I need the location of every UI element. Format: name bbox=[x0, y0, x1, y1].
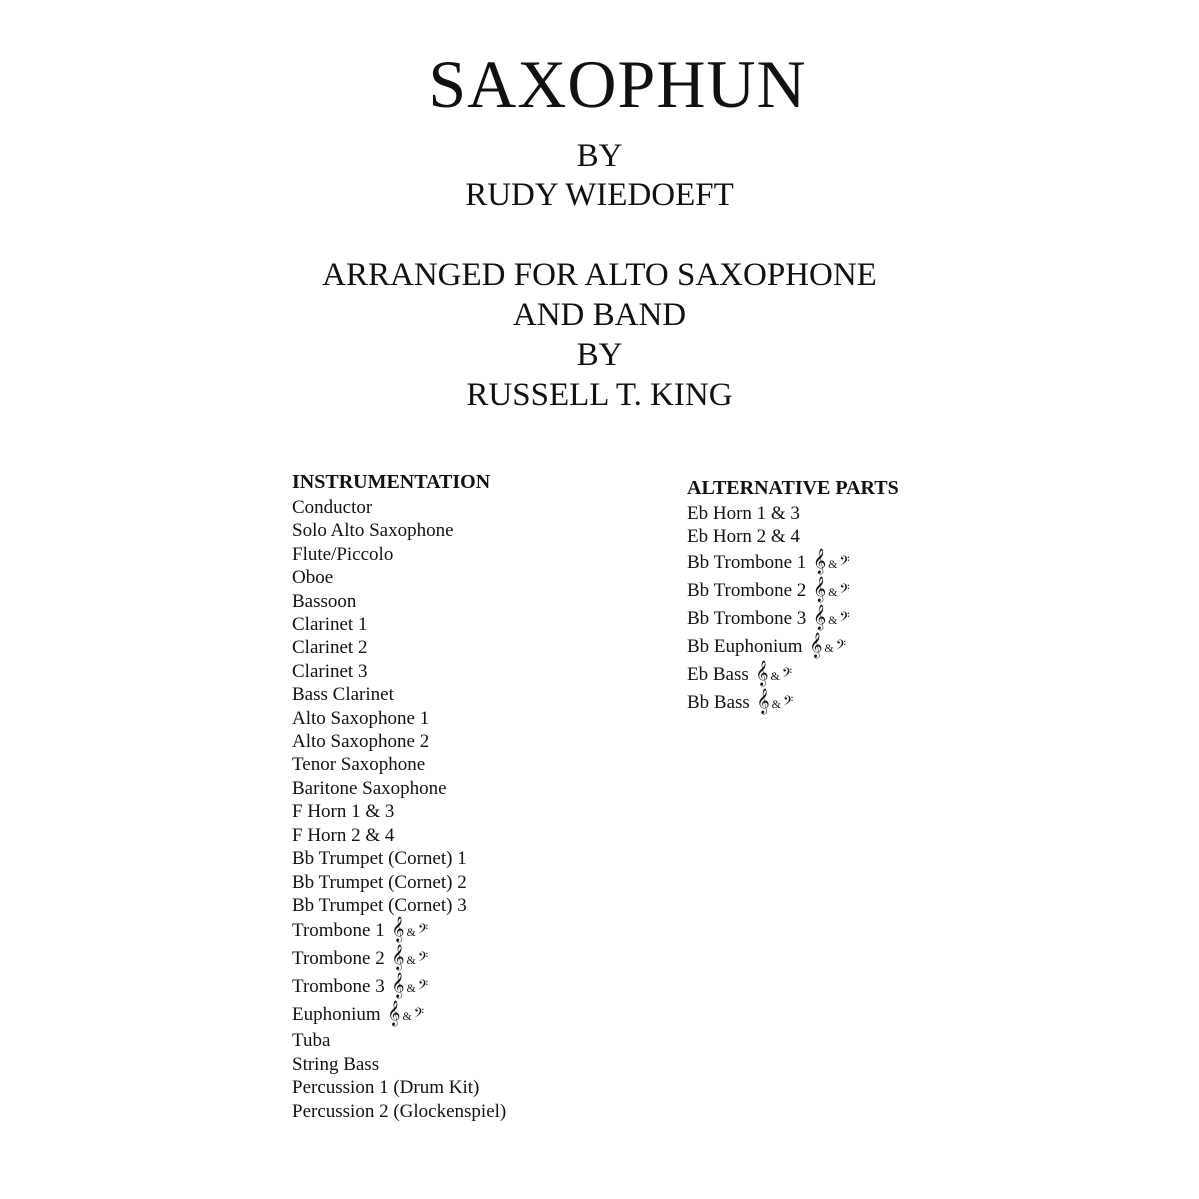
clef-symbols bbox=[809, 633, 846, 661]
list-item-label: Tenor Saxophone bbox=[292, 754, 426, 776]
alternative-parts-column bbox=[687, 476, 899, 717]
list-item-label: Percussion 2 (Glockenspiel) bbox=[292, 1100, 507, 1122]
list-item-label: Bb Trumpet (Cornet) 2 bbox=[292, 871, 467, 893]
list-item-label: Baritone Saxophone bbox=[292, 777, 447, 799]
list-item bbox=[292, 894, 506, 917]
list-item-label: Bb Trumpet (Cornet) 3 bbox=[292, 894, 467, 916]
bass-clef-icon: 𝄢 bbox=[413, 1005, 425, 1025]
list-item-label: Trombone 3 bbox=[292, 976, 385, 998]
list-item bbox=[292, 800, 506, 823]
bass-clef-icon: 𝄢 bbox=[417, 977, 429, 997]
list-item-label: Bass Clarinet bbox=[292, 684, 394, 706]
bass-clef-icon: 𝄢 bbox=[839, 552, 850, 572]
treble-clef-icon: 𝄞 bbox=[391, 945, 405, 971]
list-item bbox=[292, 1001, 506, 1029]
list-item bbox=[292, 1029, 506, 1052]
list-item-label: Percussion 1 (Drum Kit) bbox=[292, 1077, 480, 1099]
list-item bbox=[292, 636, 506, 659]
list-item bbox=[687, 605, 899, 633]
list-item-label: Tuba bbox=[292, 1030, 331, 1052]
clef-symbols bbox=[756, 661, 793, 689]
list-item-label: Bb Trombone 3 bbox=[687, 607, 807, 629]
list-item bbox=[292, 590, 506, 613]
list-item-label: Flute/Piccolo bbox=[292, 543, 394, 565]
list-item-label: Solo Alto Saxophone bbox=[292, 520, 454, 542]
list-item bbox=[292, 973, 506, 1001]
list-item-label: Euphonium bbox=[292, 1004, 381, 1026]
alternative-parts-heading: ALTERNATIVE PARTS bbox=[687, 477, 899, 499]
arranged-by-line: BY bbox=[576, 337, 623, 373]
list-item bbox=[687, 549, 899, 577]
list-item bbox=[292, 543, 506, 566]
list-item-label: Alto Saxophone 1 bbox=[292, 707, 430, 729]
list-item bbox=[292, 777, 506, 800]
instrumentation-list bbox=[292, 496, 506, 1123]
list-item-label: Eb Horn 2 & 4 bbox=[687, 526, 800, 548]
list-item-label: Bassoon bbox=[292, 590, 357, 612]
clef-symbols bbox=[813, 549, 850, 577]
list-item-label: Alto Saxophone 2 bbox=[292, 731, 430, 753]
list-item bbox=[292, 707, 506, 730]
list-item-label: Bb Trombone 2 bbox=[687, 579, 807, 601]
list-item bbox=[292, 753, 506, 776]
bass-clef-icon: 𝄢 bbox=[417, 949, 429, 969]
composer: RUDY WIEDOEFT bbox=[465, 177, 734, 213]
treble-clef-icon: 𝄞 bbox=[813, 548, 827, 574]
clef-symbols bbox=[391, 973, 428, 1001]
clef-ampersand: & bbox=[828, 612, 838, 627]
arranged-line-1: ARRANGED FOR ALTO SAXOPHONE bbox=[322, 257, 877, 293]
treble-clef-icon: 𝄞 bbox=[755, 660, 769, 686]
list-item-label: Clarinet 2 bbox=[292, 637, 368, 659]
list-item bbox=[292, 660, 506, 683]
clef-symbols bbox=[387, 1001, 424, 1029]
list-item-label: Eb Bass bbox=[687, 663, 749, 685]
bass-clef-icon: 𝄢 bbox=[781, 664, 793, 684]
by-line: BY bbox=[576, 138, 623, 174]
arranged-line-2: AND BAND bbox=[512, 297, 687, 333]
bass-clef-icon: 𝄢 bbox=[839, 580, 850, 600]
treble-clef-icon: 𝄞 bbox=[813, 576, 827, 602]
list-item-label: Bb Bass bbox=[687, 691, 750, 713]
list-item-label: F Horn 1 & 3 bbox=[292, 801, 395, 823]
list-item bbox=[687, 502, 899, 525]
list-item bbox=[292, 871, 506, 894]
list-item bbox=[292, 1100, 506, 1123]
alternative-parts-list bbox=[687, 502, 899, 717]
clef-ampersand: & bbox=[402, 1009, 412, 1024]
treble-clef-icon: 𝄞 bbox=[387, 1001, 401, 1027]
list-item bbox=[292, 1053, 506, 1076]
list-item bbox=[292, 496, 506, 519]
list-item-label: Bb Trombone 1 bbox=[687, 551, 807, 573]
list-item bbox=[292, 519, 506, 542]
arranger: RUSSELL T. KING bbox=[466, 377, 733, 413]
list-item bbox=[292, 847, 506, 870]
treble-clef-icon: 𝄞 bbox=[391, 917, 405, 943]
clef-ampersand: & bbox=[406, 981, 416, 996]
list-item bbox=[292, 613, 506, 636]
clef-symbols bbox=[757, 689, 794, 717]
list-item bbox=[687, 661, 899, 689]
list-item bbox=[292, 945, 506, 973]
bass-clef-icon: 𝄢 bbox=[417, 921, 429, 941]
treble-clef-icon: 𝄞 bbox=[809, 632, 823, 658]
list-item-label: Trombone 2 bbox=[292, 948, 385, 970]
list-item bbox=[687, 525, 899, 548]
instrumentation-column bbox=[292, 470, 506, 1123]
list-item-label: Clarinet 1 bbox=[292, 614, 368, 636]
list-item bbox=[292, 1076, 506, 1099]
clef-ampersand: & bbox=[770, 668, 780, 683]
list-item bbox=[292, 683, 506, 706]
list-item bbox=[292, 566, 506, 589]
page-title: SAXOPHUN bbox=[428, 46, 807, 122]
bass-clef-icon: 𝄢 bbox=[839, 608, 850, 628]
clef-ampersand: & bbox=[406, 953, 416, 968]
clef-symbols bbox=[813, 577, 850, 605]
clef-symbols bbox=[391, 917, 428, 945]
clef-symbols bbox=[813, 605, 850, 633]
clef-symbols bbox=[391, 945, 428, 973]
list-item bbox=[292, 730, 506, 753]
list-item bbox=[687, 633, 899, 661]
treble-clef-icon: 𝄞 bbox=[391, 973, 405, 999]
list-item-label: Oboe bbox=[292, 567, 334, 589]
bass-clef-icon: 𝄢 bbox=[835, 636, 846, 656]
list-item-label: Trombone 1 bbox=[292, 920, 385, 942]
list-item bbox=[292, 917, 506, 945]
list-item bbox=[687, 577, 899, 605]
list-item-label: Bb Trumpet (Cornet) 1 bbox=[292, 848, 467, 870]
bass-clef-icon: 𝄢 bbox=[782, 692, 794, 712]
list-item-label: F Horn 2 & 4 bbox=[292, 824, 395, 846]
list-item bbox=[687, 689, 899, 717]
clef-ampersand: & bbox=[771, 696, 781, 711]
treble-clef-icon: 𝄞 bbox=[813, 604, 827, 630]
clef-ampersand: & bbox=[406, 925, 416, 940]
list-item bbox=[292, 824, 506, 847]
treble-clef-icon: 𝄞 bbox=[756, 688, 770, 714]
clef-ampersand: & bbox=[824, 640, 834, 655]
clef-ampersand: & bbox=[828, 584, 838, 599]
instrumentation-heading: INSTRUMENTATION bbox=[292, 471, 491, 493]
list-item-label: Conductor bbox=[292, 497, 373, 518]
list-item-label: Bb Euphonium bbox=[687, 635, 803, 657]
list-item-label: Clarinet 3 bbox=[292, 660, 368, 682]
list-item-label: String Bass bbox=[292, 1053, 380, 1075]
list-item-label: Eb Horn 1 & 3 bbox=[687, 503, 800, 524]
clef-ampersand: & bbox=[828, 556, 838, 571]
